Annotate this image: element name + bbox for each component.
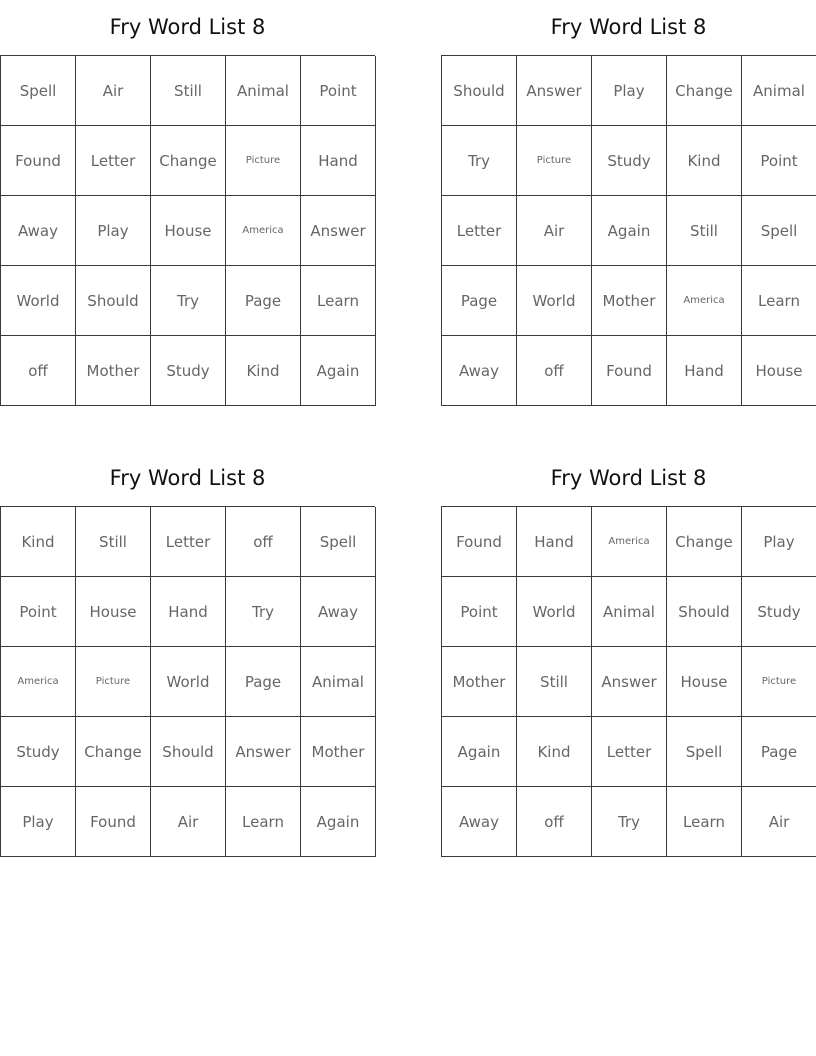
word-cell: Picture [517,126,592,196]
word-cell: Change [76,717,151,787]
word-cell: Answer [517,56,592,126]
word-cell: House [667,647,742,717]
word-cell: World [517,266,592,336]
word-cell: House [742,336,816,406]
word-grid [441,506,816,857]
word-cell: Page [226,647,301,717]
word-cell: Try [226,577,301,647]
word-cell: Play [592,56,667,126]
word-cell: Try [151,266,226,336]
word-cell: Letter [592,717,667,787]
word-cell: Again [592,196,667,266]
word-cell: Should [151,717,226,787]
word-cell: Air [151,787,226,857]
word-cell: Study [592,126,667,196]
word-cell: House [151,196,226,266]
word-cell: Found [1,126,76,196]
word-cell: Animal [742,56,816,126]
word-grid [0,55,375,406]
card-title: Fry Word List 8 [550,15,707,39]
word-cell: Study [742,577,816,647]
word-cell: America [226,196,301,266]
word-cell: Should [442,56,517,126]
word-cell: Spell [742,196,816,266]
word-cell: America [1,647,76,717]
card-title: Fry Word List 8 [109,15,266,39]
bingo-card-4 [441,461,816,857]
word-cell: Hand [151,577,226,647]
word-cell: Found [592,336,667,406]
word-cell: Answer [592,647,667,717]
word-cell: Air [742,787,816,857]
word-cell: Page [226,266,301,336]
word-cell: Away [442,787,517,857]
word-cell: Picture [742,647,816,717]
word-cell: Letter [76,126,151,196]
word-cell: Again [301,787,376,857]
word-cell: Try [592,787,667,857]
word-cell: Page [742,717,816,787]
word-cell: Point [1,577,76,647]
word-cell: Spell [667,717,742,787]
word-cell: America [592,507,667,577]
word-cell: Answer [226,717,301,787]
word-cell: Letter [151,507,226,577]
word-cell: Hand [301,126,376,196]
word-cell: World [151,647,226,717]
word-cell: Change [151,126,226,196]
word-cell: Animal [592,577,667,647]
word-cell: Learn [226,787,301,857]
word-cell: Should [76,266,151,336]
word-cell: Learn [667,787,742,857]
word-cell: off [226,507,301,577]
word-grid [0,506,375,857]
word-cell: House [76,577,151,647]
card-title: Fry Word List 8 [550,466,707,490]
word-cell: Hand [667,336,742,406]
word-cell: Letter [442,196,517,266]
word-cell: Should [667,577,742,647]
word-cell: Play [742,507,816,577]
word-cell: Picture [76,647,151,717]
word-cell: Again [442,717,517,787]
word-cell: Point [442,577,517,647]
word-cell: World [517,577,592,647]
word-cell: Still [76,507,151,577]
word-cell: Study [151,336,226,406]
word-cell: Air [517,196,592,266]
word-cell: Kind [226,336,301,406]
word-cell: Page [442,266,517,336]
word-cell: Change [667,56,742,126]
card-title: Fry Word List 8 [109,466,266,490]
word-cell: Again [301,336,376,406]
word-cell: Kind [517,717,592,787]
word-cell: Air [76,56,151,126]
word-cell: Spell [1,56,76,126]
word-cell: Animal [301,647,376,717]
word-cell: Point [301,56,376,126]
bingo-card-2 [441,10,816,406]
word-cell: Learn [301,266,376,336]
word-cell: Still [667,196,742,266]
word-cell: Hand [517,507,592,577]
word-cell: Mother [76,336,151,406]
word-cell: Found [442,507,517,577]
word-cell: Point [742,126,816,196]
word-cell: Away [1,196,76,266]
word-cell: World [1,266,76,336]
word-cell: Away [442,336,517,406]
word-cell: off [1,336,76,406]
word-cell: Answer [301,196,376,266]
word-cell: off [517,336,592,406]
word-cell: Animal [226,56,301,126]
word-cell: America [667,266,742,336]
bingo-card-1 [0,10,375,406]
word-cell: Mother [442,647,517,717]
word-cell: Study [1,717,76,787]
word-cell: off [517,787,592,857]
bingo-card-3 [0,461,375,857]
word-cell: Learn [742,266,816,336]
word-cell: Change [667,507,742,577]
word-cell: Away [301,577,376,647]
word-cell: Still [517,647,592,717]
word-cell: Still [151,56,226,126]
word-cell: Kind [1,507,76,577]
word-grid [441,55,816,406]
word-cell: Mother [592,266,667,336]
word-cell: Picture [226,126,301,196]
word-cell: Try [442,126,517,196]
word-cell: Mother [301,717,376,787]
word-cell: Spell [301,507,376,577]
word-cell: Play [1,787,76,857]
word-cell: Found [76,787,151,857]
word-cell: Play [76,196,151,266]
word-cell: Kind [667,126,742,196]
